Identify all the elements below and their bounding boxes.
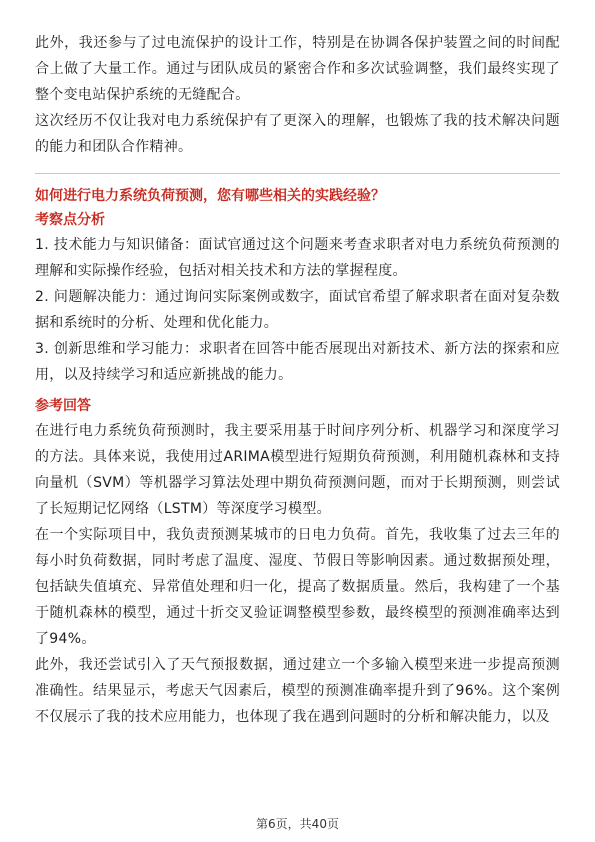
answer-paragraph-3: 此外，我还尝试引入了天气预报数据，通过建立一个多输入模型来进一步提高预测准确性。结果显示，考虑天气因素后，模型的预测准确率提升到了96%。这个案例不仅展示了我的技术应用能力，也体现了我在遇到问题时的分析和解决能力，以及 bbox=[35, 657, 560, 725]
analysis-item-2: 2. 问题解决能力：通过询问实际案例或数字，面试官希望了解求职者在面对复杂数据和系统时的分析、处理和优化能力。 bbox=[35, 289, 560, 331]
intro-paragraph-1: 此外，我还参与了过电流保护的设计工作，特别是在协调各保护装置之间的时间配合上做了大量工作。通过与团队成员的紧密合作和多次试验调整，我们最终实现了整个变电站保护系统的无缝配合。 bbox=[35, 35, 560, 103]
document-page bbox=[35, 30, 560, 730]
analysis-item-1: 1. 技术能力与知识储备：面试官通过这个问题来考查求职者对电力系统负荷预测的理解和实际操作经验，包括对相关技术和方法的掌握程度。 bbox=[35, 237, 560, 279]
answer-paragraph-2: 在一个实际项目中，我负责预测某城市的日电力负荷。首先，我收集了过去三年的每小时负荷数据，同时考虑了温度、湿度、节假日等影响因素。通过数据预处理，包括缺失值填充、异常值处理和归一化，提高了数据质量。然后，我构建了一个基于随机森林的模型，通过十折交叉验证调整模型参数，最终模型的预测准确率达到了94%。 bbox=[35, 527, 560, 647]
analysis-item-3: 3. 创新思维和学习能力：求职者在回答中能否展现出对新技术、新方法的探索和应用，以及持续学习和适应新挑战的能力。 bbox=[35, 341, 560, 383]
answer-paragraph-1: 在进行电力系统负荷预测时，我主要采用基于时间序列分析、机器学习和深度学习的方法。具体来说，我使用过ARIMA模型进行短期负荷预测，利用随机森林和支持向量机（SVM）等机器学习算法处理中期负荷预测问题，而对于长期预测，则尝试了长短期记忆网络（LSTM）等深度学习模型。 bbox=[35, 423, 560, 517]
question-heading: 如何进行电力系统负荷预测，您有哪些相关的实践经验？ bbox=[35, 188, 385, 204]
section-divider bbox=[35, 173, 560, 174]
analysis-heading: 考察点分析 bbox=[35, 212, 105, 228]
page-footer: 第6页，共40页 bbox=[256, 817, 339, 831]
answer-heading: 参考回答 bbox=[35, 398, 91, 414]
intro-paragraph-2: 这次经历不仅让我对电力系统保护有了更深入的理解，也锻炼了我的技术解决问题的能力和团队合作精神。 bbox=[35, 113, 560, 155]
